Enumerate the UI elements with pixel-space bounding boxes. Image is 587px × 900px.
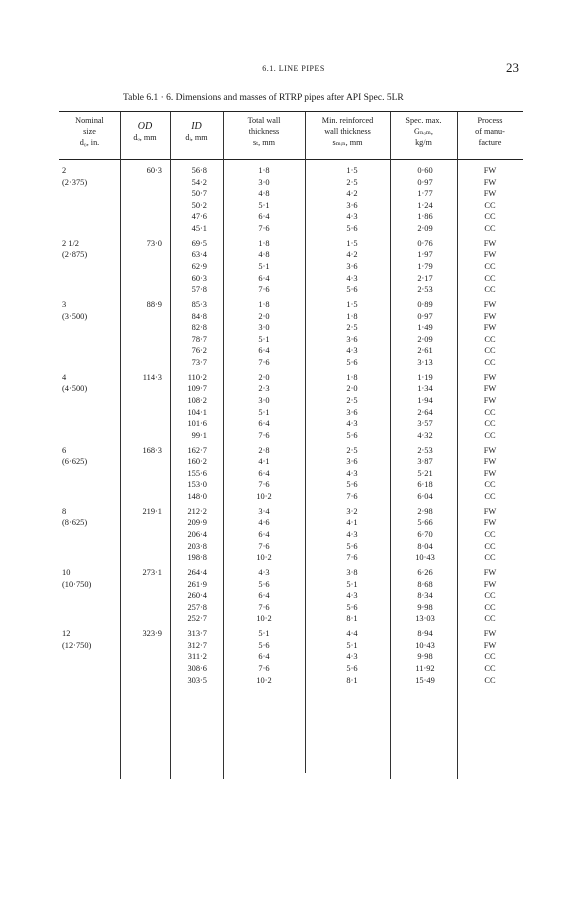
header-process: Process of manu- facture	[475, 116, 505, 147]
id-cell: 45·1	[191, 224, 207, 233]
mass-cell: 1·24	[417, 200, 433, 210]
process-cell: CC	[484, 530, 496, 539]
id-cell: 54·2	[191, 177, 207, 187]
header-total-wall-thickness: Total wall thickness sₜ, mm	[247, 116, 281, 147]
process-cell: CC	[484, 407, 496, 417]
mass-cell: 1·97	[417, 250, 433, 260]
min-wall-cell: 5·6	[346, 541, 358, 551]
mass-cell: 1·79	[417, 262, 433, 271]
total-wall-cell: 1·8	[258, 300, 270, 309]
min-wall-cell: 4·3	[346, 652, 358, 662]
process-cell: CC	[484, 212, 496, 222]
process-cell: CC	[484, 334, 496, 344]
mass-cell: 6·26	[417, 568, 433, 577]
process-cell: CC	[484, 591, 496, 601]
process-cell: FW	[483, 323, 497, 333]
id-cell: 261·9	[187, 579, 207, 589]
total-wall-cell: 3·0	[258, 323, 270, 333]
nominal-size-cell: 2 1/2	[62, 238, 79, 248]
process-cell: CC	[484, 285, 496, 295]
mass-cell: 2·53	[417, 285, 433, 295]
nominal-size-inch-cell: (2·375)	[62, 177, 88, 187]
min-wall-cell: 5·6	[346, 224, 358, 233]
nominal-size-cell: 3	[62, 300, 67, 309]
process-cell: FW	[483, 640, 497, 650]
min-wall-cell: 1·8	[346, 311, 358, 321]
nominal-size-cell: 8	[62, 506, 67, 516]
min-wall-cell: 1·8	[346, 372, 358, 382]
nominal-size-cell: 12	[62, 629, 71, 639]
mass-cell: 1·19	[417, 372, 433, 382]
id-cell: 47·6	[191, 212, 207, 222]
total-wall-cell: 5·6	[258, 579, 270, 589]
od-cell: 73·0	[146, 238, 162, 248]
id-cell: 148·0	[187, 492, 207, 501]
process-cell: CC	[484, 273, 496, 283]
min-wall-cell: 3·6	[346, 262, 358, 271]
total-wall-cell: 5·1	[258, 334, 270, 344]
total-wall-cell: 7·6	[258, 664, 270, 673]
total-wall-cell: 6·4	[258, 346, 270, 356]
od-cell: 323·9	[142, 629, 162, 639]
process-cell: CC	[484, 480, 496, 490]
column-divider	[223, 112, 224, 779]
process-cell: CC	[484, 664, 496, 673]
process-cell: FW	[483, 166, 497, 175]
mass-cell: 1·86	[417, 212, 433, 222]
min-wall-cell: 5·6	[346, 664, 358, 673]
total-wall-cell: 7·6	[258, 602, 270, 612]
id-cell: 82·8	[191, 323, 207, 333]
min-wall-cell: 4·3	[346, 273, 358, 283]
id-cell: 313·7	[187, 629, 207, 639]
mass-cell: 6·04	[417, 492, 433, 501]
process-cell: CC	[484, 602, 496, 612]
total-wall-cell: 2·3	[258, 384, 270, 394]
process-cell: FW	[483, 629, 497, 639]
nominal-size-cell: 6	[62, 445, 67, 455]
min-wall-cell: 3·6	[346, 200, 358, 210]
total-wall-cell: 4·6	[258, 518, 270, 528]
min-wall-cell: 5·6	[346, 480, 358, 490]
total-wall-cell: 6·4	[258, 591, 270, 601]
id-cell: 311·2	[187, 652, 207, 662]
id-cell: 198·8	[187, 553, 207, 563]
mass-cell: 3·13	[417, 358, 433, 367]
process-cell: FW	[483, 250, 497, 260]
nominal-size-inch-cell: (3·500)	[62, 311, 88, 321]
od-cell: 168·3	[142, 445, 162, 455]
process-cell: CC	[484, 262, 496, 271]
process-cell: CC	[484, 675, 496, 685]
mass-cell: 2·17	[417, 273, 433, 283]
min-wall-cell: 7·6	[346, 492, 358, 501]
min-wall-cell: 4·4	[346, 629, 358, 639]
column-divider	[305, 112, 306, 773]
page-number: 23	[506, 60, 519, 75]
mass-cell: 0·89	[417, 300, 433, 309]
total-wall-cell: 6·4	[258, 212, 270, 222]
min-wall-cell: 4·3	[346, 591, 358, 601]
id-cell: 62·9	[191, 262, 207, 271]
min-wall-cell: 5·6	[346, 602, 358, 612]
mass-cell: 9·98	[417, 602, 433, 612]
mass-cell: 2·61	[417, 346, 433, 356]
header-spec-max-mass: Spec. max. Gₙₒₘ, kg/m	[405, 116, 442, 147]
min-wall-cell: 1·5	[346, 166, 358, 175]
min-wall-cell: 5·6	[346, 430, 358, 440]
total-wall-cell: 10·2	[256, 553, 272, 563]
mass-cell: 2·53	[417, 445, 433, 455]
od-cell: 88·9	[146, 300, 162, 309]
mass-cell: 10·43	[415, 640, 435, 650]
mass-cell: 0·97	[417, 177, 433, 187]
mass-cell: 5·66	[417, 518, 433, 528]
id-cell: 162·7	[187, 445, 207, 455]
process-cell: FW	[483, 468, 497, 478]
id-cell: 203·8	[187, 541, 207, 551]
min-wall-cell: 1·5	[346, 300, 358, 309]
process-cell: CC	[484, 358, 496, 367]
min-wall-cell: 4·3	[346, 346, 358, 356]
table-header-rule	[59, 159, 523, 160]
id-cell: 63·4	[191, 250, 207, 260]
process-cell: CC	[484, 430, 496, 440]
min-wall-cell: 5·1	[346, 579, 358, 589]
id-cell: 110·2	[187, 372, 207, 382]
min-wall-cell: 5·6	[346, 285, 358, 295]
process-cell: FW	[483, 372, 497, 382]
process-cell: CC	[484, 541, 496, 551]
id-cell: 108·2	[187, 396, 207, 405]
process-cell: FW	[483, 300, 497, 309]
mass-cell: 0·76	[417, 238, 433, 248]
mass-cell: 1·34	[417, 384, 433, 394]
id-cell: 260·4	[187, 591, 207, 601]
min-wall-cell: 4·3	[346, 530, 358, 539]
min-wall-cell: 4·3	[346, 468, 358, 478]
column-divider	[390, 112, 391, 779]
column-divider	[457, 112, 458, 779]
total-wall-cell: 3·0	[258, 177, 270, 187]
total-wall-cell: 5·1	[258, 407, 270, 417]
mass-cell: 3·87	[417, 457, 433, 467]
id-cell: 101·6	[187, 419, 207, 429]
id-cell: 209·9	[187, 518, 207, 528]
id-cell: 56·8	[191, 166, 207, 175]
nominal-size-inch-cell: (6·625)	[62, 457, 88, 467]
mass-cell: 8·68	[417, 579, 433, 589]
process-cell: FW	[483, 189, 497, 199]
mass-cell: 6·70	[417, 530, 433, 539]
od-cell: 114·3	[142, 372, 162, 382]
total-wall-cell: 10·2	[256, 492, 272, 501]
process-cell: FW	[483, 568, 497, 577]
process-cell: FW	[483, 445, 497, 455]
mass-cell: 8·34	[417, 591, 433, 601]
mass-cell: 11·92	[415, 664, 435, 673]
total-wall-cell: 4·1	[258, 457, 270, 467]
id-cell: 57·8	[191, 285, 207, 295]
mass-cell: 1·49	[417, 323, 433, 333]
nominal-size-inch-cell: (4·500)	[62, 384, 88, 394]
min-wall-cell: 4·2	[346, 189, 358, 199]
total-wall-cell: 4·8	[258, 250, 270, 260]
process-cell: FW	[483, 457, 497, 467]
process-cell: FW	[483, 396, 497, 405]
total-wall-cell: 10·2	[256, 675, 272, 685]
total-wall-cell: 5·6	[258, 640, 270, 650]
nominal-size-inch-cell: (10·750)	[62, 579, 92, 589]
min-wall-cell: 2·5	[346, 396, 358, 405]
id-cell: 206·4	[187, 530, 207, 539]
nominal-size-inch-cell: (8·625)	[62, 518, 88, 528]
mass-cell: 2·09	[417, 334, 433, 344]
table-top-rule	[59, 111, 523, 112]
min-wall-cell: 8·1	[346, 675, 358, 685]
id-cell: 153·0	[187, 480, 207, 490]
process-cell: CC	[484, 553, 496, 563]
total-wall-cell: 2·0	[258, 372, 270, 382]
process-cell: CC	[484, 346, 496, 356]
pipe-dimensions-table	[59, 111, 523, 787]
id-cell: 78·7	[191, 334, 207, 344]
total-wall-cell: 7·6	[258, 224, 270, 233]
min-wall-cell: 4·3	[346, 212, 358, 222]
min-wall-cell: 5·1	[346, 640, 358, 650]
mass-cell: 2·98	[417, 506, 433, 516]
min-wall-cell: 7·6	[346, 553, 358, 563]
total-wall-cell: 6·4	[258, 273, 270, 283]
id-cell: 99·1	[191, 430, 207, 440]
mass-cell: 8·04	[417, 541, 433, 551]
id-cell: 308·6	[187, 664, 207, 673]
total-wall-cell: 6·4	[258, 652, 270, 662]
id-cell: 85·3	[191, 300, 207, 309]
header-od: OD dₒ, mm	[133, 121, 157, 142]
running-head: 6.1. LINE PIPES	[262, 64, 325, 73]
process-cell: FW	[483, 311, 497, 321]
total-wall-cell: 4·3	[258, 568, 270, 577]
od-cell: 60·3	[146, 166, 162, 175]
total-wall-cell: 5·1	[258, 200, 270, 210]
total-wall-cell: 7·6	[258, 430, 270, 440]
mass-cell: 0·97	[417, 311, 433, 321]
id-cell: 69·5	[191, 238, 207, 248]
mass-cell: 8·94	[417, 629, 433, 639]
mass-cell: 2·64	[417, 407, 433, 417]
min-wall-cell: 4·1	[346, 518, 358, 528]
id-cell: 60·3	[191, 273, 207, 283]
mass-cell: 1·77	[417, 189, 433, 199]
process-cell: FW	[483, 579, 497, 589]
mass-cell: 5·21	[417, 468, 433, 478]
total-wall-cell: 2·8	[258, 445, 270, 455]
od-cell: 219·1	[142, 506, 162, 516]
min-wall-cell: 1·5	[346, 238, 358, 248]
id-cell: 155·6	[187, 468, 207, 478]
min-wall-cell: 3·8	[346, 568, 358, 577]
total-wall-cell: 7·6	[258, 541, 270, 551]
total-wall-cell: 4·8	[258, 189, 270, 199]
process-cell: CC	[484, 652, 496, 662]
id-cell: 212·2	[187, 506, 207, 516]
mass-cell: 15·49	[415, 675, 435, 685]
mass-cell: 2·09	[417, 224, 433, 233]
process-cell: FW	[483, 384, 497, 394]
id-cell: 252·7	[187, 614, 207, 624]
total-wall-cell: 3·0	[258, 396, 270, 405]
process-cell: CC	[484, 492, 496, 501]
min-wall-cell: 2·5	[346, 323, 358, 333]
min-wall-cell: 2·5	[346, 177, 358, 187]
min-wall-cell: 3·6	[346, 334, 358, 344]
min-wall-cell: 2·5	[346, 445, 358, 455]
header-nominal-size: Nominal size d₀, in.	[75, 116, 104, 147]
table-caption: Table 6.1 · 6. Dimensions and masses of RTRP pipes after API Spec. 5LR	[123, 93, 404, 103]
total-wall-cell: 6·4	[258, 468, 270, 478]
min-wall-cell: 5·6	[346, 358, 358, 367]
id-cell: 109·7	[187, 384, 207, 394]
mass-cell: 10·43	[415, 553, 435, 563]
mass-cell: 9·98	[417, 652, 433, 662]
total-wall-cell: 1·8	[258, 166, 270, 175]
column-divider	[170, 112, 171, 779]
header-id: ID dᵢ, mm	[185, 121, 208, 142]
nominal-size-inch-cell: (12·750)	[62, 640, 92, 650]
mass-cell: 13·03	[415, 614, 435, 624]
nominal-size-inch-cell: (2·875)	[62, 250, 88, 260]
min-wall-cell: 4·3	[346, 419, 358, 429]
process-cell: FW	[483, 518, 497, 528]
id-cell: 50·7	[191, 189, 207, 199]
total-wall-cell: 1·8	[258, 238, 270, 248]
process-cell: CC	[484, 200, 496, 210]
mass-cell: 3·57	[417, 419, 433, 429]
id-cell: 73·7	[191, 358, 207, 367]
id-cell: 312·7	[187, 640, 207, 650]
min-wall-cell: 4·2	[346, 250, 358, 260]
mass-cell: 0·60	[417, 166, 433, 175]
id-cell: 76·2	[191, 346, 207, 356]
id-cell: 84·8	[191, 311, 207, 321]
id-cell: 303·5	[187, 675, 207, 685]
process-cell: CC	[484, 224, 496, 233]
nominal-size-cell: 4	[62, 372, 67, 382]
total-wall-cell: 7·6	[258, 358, 270, 367]
total-wall-cell: 10·2	[256, 614, 272, 624]
process-cell: FW	[483, 238, 497, 248]
process-cell: CC	[484, 614, 496, 624]
nominal-size-cell: 2	[62, 166, 67, 175]
process-cell: FW	[483, 177, 497, 187]
total-wall-cell: 7·6	[258, 285, 270, 295]
total-wall-cell: 6·4	[258, 419, 270, 429]
mass-cell: 4·32	[417, 430, 433, 440]
header-min-reinforced-wall: Min. reinforced wall thickness sₘᵢₙ, mm	[321, 116, 374, 147]
min-wall-cell: 3·2	[346, 506, 358, 516]
mass-cell: 6·18	[417, 480, 433, 490]
id-cell: 104·1	[187, 407, 207, 417]
min-wall-cell: 8·1	[346, 614, 358, 624]
total-wall-cell: 6·4	[258, 530, 270, 539]
id-cell: 160·2	[187, 457, 207, 467]
total-wall-cell: 7·6	[258, 480, 270, 490]
nominal-size-cell: 10	[62, 568, 71, 577]
id-cell: 264·4	[187, 568, 207, 577]
min-wall-cell: 3·6	[346, 457, 358, 467]
id-cell: 50·2	[191, 200, 207, 210]
total-wall-cell: 3·4	[258, 506, 270, 516]
process-cell: CC	[484, 419, 496, 429]
mass-cell: 1·94	[417, 396, 433, 405]
min-wall-cell: 2·0	[346, 384, 358, 394]
total-wall-cell: 2·0	[258, 311, 270, 321]
total-wall-cell: 5·1	[258, 262, 270, 271]
process-cell: FW	[483, 506, 497, 516]
od-cell: 273·1	[142, 568, 162, 577]
total-wall-cell: 5·1	[258, 629, 270, 639]
id-cell: 257·8	[187, 602, 207, 612]
min-wall-cell: 3·6	[346, 407, 358, 417]
